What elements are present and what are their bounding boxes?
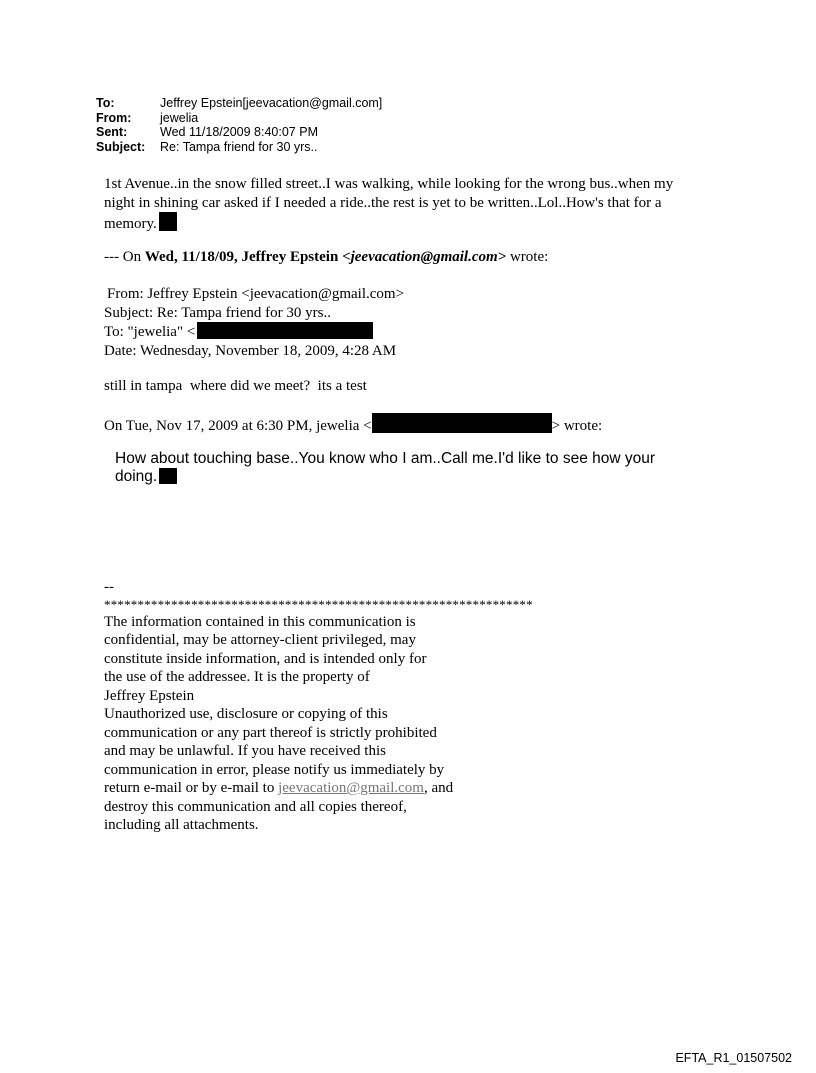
quoted-to: To: "jewelia" < [104,324,196,340]
quote-intro [104,248,548,267]
reply-body [104,175,673,234]
earlier-body-text: doing. [115,468,158,485]
disclaimer-line: confidential, may be attorney-client privileged, may [104,632,416,648]
earlier-body-line: How about touching base..You know who I am..Call me.I'd like to see how your [115,450,656,467]
document-id: EFTA_R1_01507502 [675,1051,792,1065]
quoted-body: still in tampa where did we meet? its a test [104,378,367,394]
quote-intro-prefix: --- On [104,249,145,265]
earlier-body [115,450,655,486]
signature-dashes: -- [104,579,114,595]
reply-line: 1st Avenue..in the snow filled street..I was walking, while looking for the wrong bus..when my [104,176,674,192]
quoted-from: From: Jeffrey Epstein <jeevacation@gmail.com> [107,286,405,302]
disclaimer-line: constitute inside information, and is intended only for [104,650,427,667]
to-row [96,96,382,111]
quote-intro-email: <jeevacation@gmail.com> [342,249,507,265]
disclaimer-return-line [104,779,533,798]
redaction-block [159,212,177,231]
return-suffix: , and [423,780,454,796]
quote-intro-suffix: wrote: [506,249,549,265]
quoted-to-row [104,322,404,342]
to-label: To: [96,96,115,110]
signature-stars: **************************************************************** [104,596,533,612]
subject-row [96,140,382,155]
reply-line-text: memory. [104,216,157,232]
disclaimer-line: Unauthorized use, disclosure or copying of this [104,706,388,722]
reply-line: night in shining car asked if I needed a ride..the rest is yet to be written..Lol..How's that for a [104,194,662,211]
to-value: Jeffrey Epstein[jeevacation@gmail.com] [160,96,383,110]
earlier-body-line-2 [115,468,655,486]
from-row [96,111,382,126]
redaction-block [159,468,177,484]
email-header [96,96,382,154]
quoted-subject: Subject: Re: Tampa friend for 30 yrs.. [104,304,331,321]
subject-label: Subject: [96,139,146,154]
redaction-block [372,413,552,433]
earlier-intro [104,413,602,436]
from-label: From: [96,110,132,125]
disclaimer-line: and may be unlawful. If you have received this [104,743,386,759]
reply-line [104,212,673,234]
disclaimer-line: including all attachments. [104,817,259,833]
sent-label: Sent: [96,125,128,139]
disclaimer-line: destroy this communication and all copies thereof, [104,798,407,815]
sent-value: Wed 11/18/2009 8:40:07 PM [160,125,318,139]
email-link[interactable]: jeevacation@gmail.com [278,780,424,796]
earlier-intro-prefix: On Tue, Nov 17, 2009 at 6:30 PM, jewelia < [104,418,372,434]
redaction-block [197,322,373,339]
disclaimer-line: communication in error, please notify us immediately by [104,761,445,778]
disclaimer-line: the use of the addressee. It is the property of [104,669,370,685]
quoted-header [104,285,404,360]
subject-value: Re: Tampa friend for 30 yrs.. [160,139,318,154]
quote-intro-sender: Wed, 11/18/09, Jeffrey Epstein [144,249,343,265]
earlier-intro-suffix: > wrote: [551,418,603,434]
disclaimer-line: Jeffrey Epstein [104,687,195,704]
return-prefix: return e-mail or by e-mail to [104,780,279,796]
disclaimer-line: The information contained in this communication is [104,613,416,630]
sent-row [96,125,382,140]
signature [104,578,533,835]
quoted-date: Date: Wednesday, November 18, 2009, 4:28 AM [104,342,397,359]
disclaimer-line: communication or any part thereof is strictly prohibited [104,724,437,741]
from-value: jewelia [160,110,199,125]
